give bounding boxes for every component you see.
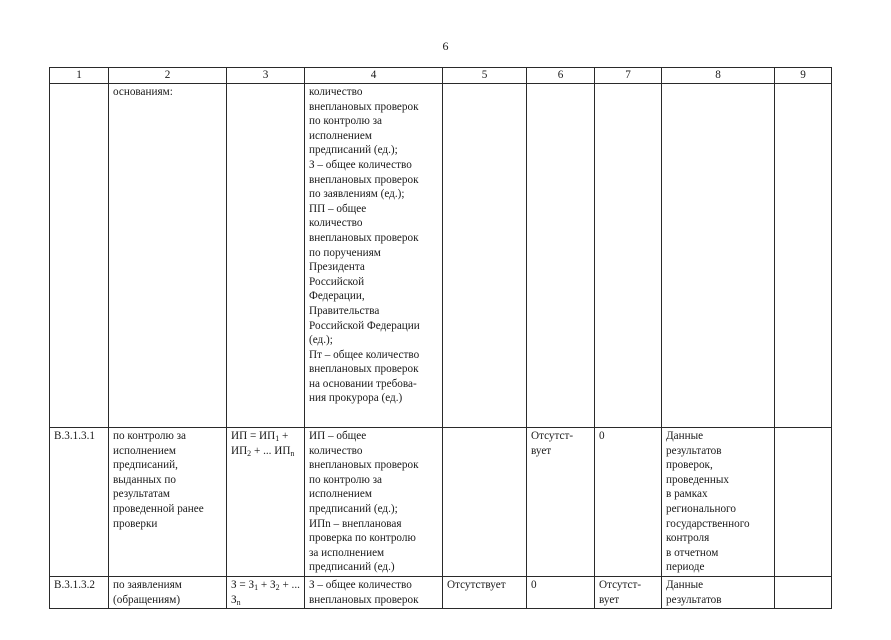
cell-line: по контролю за xyxy=(309,473,383,486)
cell-line: по контролю за xyxy=(113,430,187,442)
cell-line: исполнением xyxy=(113,444,176,457)
cell-line: проведенной ранее xyxy=(113,502,204,515)
cell-code: В.3.1.3.1 xyxy=(50,428,109,577)
cell-line: количество xyxy=(309,86,363,98)
cell-line: (ед.); xyxy=(309,334,333,347)
cell-line: за исполнением xyxy=(309,546,385,559)
cell-line: по заявлениям (ед.); xyxy=(309,188,405,201)
cell-line: исполнением xyxy=(309,488,372,501)
cell-code xyxy=(50,84,109,428)
cell-col7: 0 xyxy=(595,428,662,577)
cell-line: Российской xyxy=(309,275,365,288)
column-header-7: 7 xyxy=(595,68,662,84)
cell-formula xyxy=(227,577,305,609)
cell-col9 xyxy=(775,428,832,577)
cell-col5 xyxy=(443,428,527,577)
cell-col6 xyxy=(527,84,595,428)
formula-text: $З = З_1 + З_2$ + ... $З_n$ xyxy=(231,579,300,607)
cell-line: количество xyxy=(309,217,363,230)
cell-line: Федерации, xyxy=(309,290,365,303)
table-row xyxy=(50,577,832,609)
cell-line: внеплановых проверок xyxy=(309,459,419,472)
cell-line: проверка по контролю xyxy=(309,532,416,545)
cell-col5 xyxy=(443,84,527,428)
cell-line: ИП – общее xyxy=(309,430,367,442)
indicator-table xyxy=(49,67,832,609)
cell-line: внеплановых проверок xyxy=(309,363,419,376)
cell-line: Президента xyxy=(309,261,365,274)
cell-line: Пт – общее количество xyxy=(309,348,420,361)
cell-line: в рамках xyxy=(666,488,708,501)
cell-definition xyxy=(305,577,443,609)
cell-line: по поручениям xyxy=(309,246,381,259)
cell-line: предписаний (ед.); xyxy=(309,502,398,515)
cell-source xyxy=(662,84,775,428)
cell-col5: Отсутствует xyxy=(443,577,527,609)
cell-formula xyxy=(227,428,305,577)
cell-line: Данные xyxy=(666,579,704,591)
cell-col7 xyxy=(595,577,662,609)
cell-line: основаниям: xyxy=(113,86,173,98)
cell-source xyxy=(662,428,775,577)
cell-col9 xyxy=(775,577,832,609)
cell-line: проведенных xyxy=(666,473,729,486)
cell-line: предписаний (ед.); xyxy=(309,144,398,157)
column-header-6: 6 xyxy=(527,68,595,84)
cell-indicator xyxy=(109,577,227,609)
cell-line: вует xyxy=(599,593,620,606)
cell-line: Правительства xyxy=(309,304,380,317)
cell-col6 xyxy=(527,428,595,577)
cell-line: внеплановых проверок xyxy=(309,231,419,244)
cell-line: на основании требова- xyxy=(309,377,417,390)
cell-indicator xyxy=(109,428,227,577)
cell-col7 xyxy=(595,84,662,428)
cell-line: ния прокурора (ед.) xyxy=(309,392,403,405)
cell-line: внеплановых проверок xyxy=(309,100,419,113)
cell-line: государственного xyxy=(666,517,750,530)
cell-line: ИПn – внеплановая xyxy=(309,517,402,530)
table-row xyxy=(50,84,832,428)
cell-line: ПП – общее xyxy=(309,202,367,215)
column-header-8: 8 xyxy=(662,68,775,84)
column-header-5: 5 xyxy=(443,68,527,84)
column-header-4: 4 xyxy=(305,68,443,84)
cell-source xyxy=(662,577,775,609)
cell-line: предписаний (ед.) xyxy=(309,561,395,574)
cell-line: Отсутст- xyxy=(599,579,642,591)
formula-text: ИП = $ИП_1 + ИП_2$ + ... $ИП_n$ xyxy=(231,430,295,458)
cell-line: 0 xyxy=(531,579,537,591)
cell-line: проверки xyxy=(113,517,158,530)
cell-formula xyxy=(227,84,305,428)
cell-line: выданных по xyxy=(113,473,176,486)
cell-line: регионального xyxy=(666,502,736,515)
cell-line: в отчетном xyxy=(666,546,719,559)
cell-line: результатов xyxy=(666,593,722,606)
cell-line: исполнением xyxy=(309,129,372,142)
cell-line: контроля xyxy=(666,532,710,545)
cell-code: В.3.1.3.2 xyxy=(50,577,109,609)
cell-line: (обращениям) xyxy=(113,593,181,606)
cell-definition xyxy=(305,428,443,577)
header-row xyxy=(50,68,832,84)
page-number: 6 xyxy=(442,39,449,53)
cell-line: Отсутст- xyxy=(531,430,574,442)
column-header-2: 2 xyxy=(109,68,227,84)
cell-line: З – общее количество xyxy=(309,579,412,591)
cell-line: проверок, xyxy=(666,459,713,472)
cell-line: внеплановых проверок xyxy=(309,173,419,186)
cell-col6 xyxy=(527,577,595,609)
cell-line: вует xyxy=(531,444,552,457)
cell-col9 xyxy=(775,84,832,428)
cell-line: З – общее количество xyxy=(309,158,412,171)
cell-line: предписаний, xyxy=(113,459,178,472)
cell-line: внеплановых проверок xyxy=(309,593,419,606)
cell-line: количество xyxy=(309,444,363,457)
cell-line: результатов xyxy=(666,444,722,457)
cell-line: по заявлениям xyxy=(113,579,182,591)
cell-line: периоде xyxy=(666,561,705,574)
cell-line: Данные xyxy=(666,430,704,442)
column-header-3: 3 xyxy=(227,68,305,84)
cell-line: результатам xyxy=(113,488,171,501)
cell-definition xyxy=(305,84,443,428)
cell-indicator xyxy=(109,84,227,428)
cell-line: Российской Федерации xyxy=(309,319,420,332)
column-header-1: 1 xyxy=(50,68,109,84)
cell-line: по контролю за xyxy=(309,115,383,128)
column-header-9: 9 xyxy=(775,68,832,84)
table-row xyxy=(50,428,832,577)
